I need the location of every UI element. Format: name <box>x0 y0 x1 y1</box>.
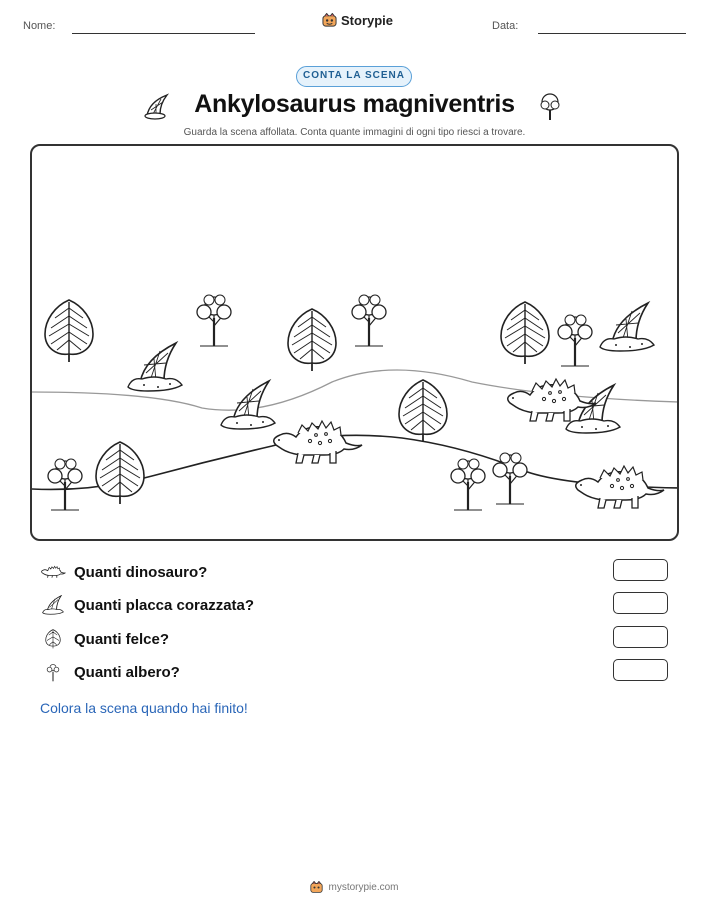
tree <box>48 459 82 510</box>
question-text: Quanti placca corazzata? <box>74 596 255 614</box>
fern <box>45 300 93 362</box>
name-label: Nome: <box>23 20 56 32</box>
answer-box-fern[interactable] <box>613 626 668 648</box>
answer-box-armor-plate[interactable] <box>613 592 668 614</box>
brand <box>322 13 393 28</box>
activity-badge: CONTA LA SCENA <box>296 66 412 87</box>
question-text: Quanti albero? <box>74 663 180 681</box>
date-label: Data: <box>492 20 519 32</box>
footer-url[interactable]: mystorypie.com <box>328 882 399 893</box>
fern <box>96 442 144 504</box>
question-tree <box>40 659 180 685</box>
dinosaur-icon <box>40 562 66 582</box>
dinosaur <box>274 421 362 463</box>
question-armor-plate <box>40 592 254 618</box>
armor-plate <box>221 381 275 429</box>
armor-plate-icon <box>40 595 66 615</box>
storypie-logo-icon <box>322 13 337 28</box>
fern <box>399 380 447 442</box>
tree-icon <box>536 92 564 122</box>
coloring-note: Colora la scena quando hai finito! <box>40 700 248 716</box>
armor-plate <box>600 303 654 351</box>
tree-icon <box>40 662 66 682</box>
answer-box-tree[interactable] <box>613 659 668 681</box>
name-field[interactable] <box>72 33 255 34</box>
counting-scene[interactable] <box>30 144 679 541</box>
brand-name: Storypie <box>341 13 394 28</box>
page-title: Ankylosaurus magniventris <box>194 90 515 118</box>
question-text: Quanti felce? <box>74 630 170 648</box>
answer-box-dinosaur[interactable] <box>613 559 668 581</box>
scene-drawing <box>32 146 679 541</box>
question-fern <box>40 626 169 652</box>
tree <box>197 295 231 346</box>
fern <box>288 309 336 371</box>
tree <box>558 315 592 366</box>
question-text: Quanti dinosauro? <box>74 563 208 581</box>
title-row <box>0 90 709 124</box>
fern <box>501 302 549 364</box>
tree <box>451 459 485 510</box>
fern-icon <box>40 629 66 649</box>
date-field[interactable] <box>538 33 686 34</box>
footer <box>0 881 709 894</box>
armor-plate <box>128 343 182 391</box>
instructions: Guarda la scena affollata. Conta quante immagini di ogni tipo riesci a trovare. <box>183 127 526 138</box>
tree <box>352 295 386 346</box>
storypie-logo-icon <box>310 881 323 894</box>
question-dinosaur <box>40 559 207 585</box>
